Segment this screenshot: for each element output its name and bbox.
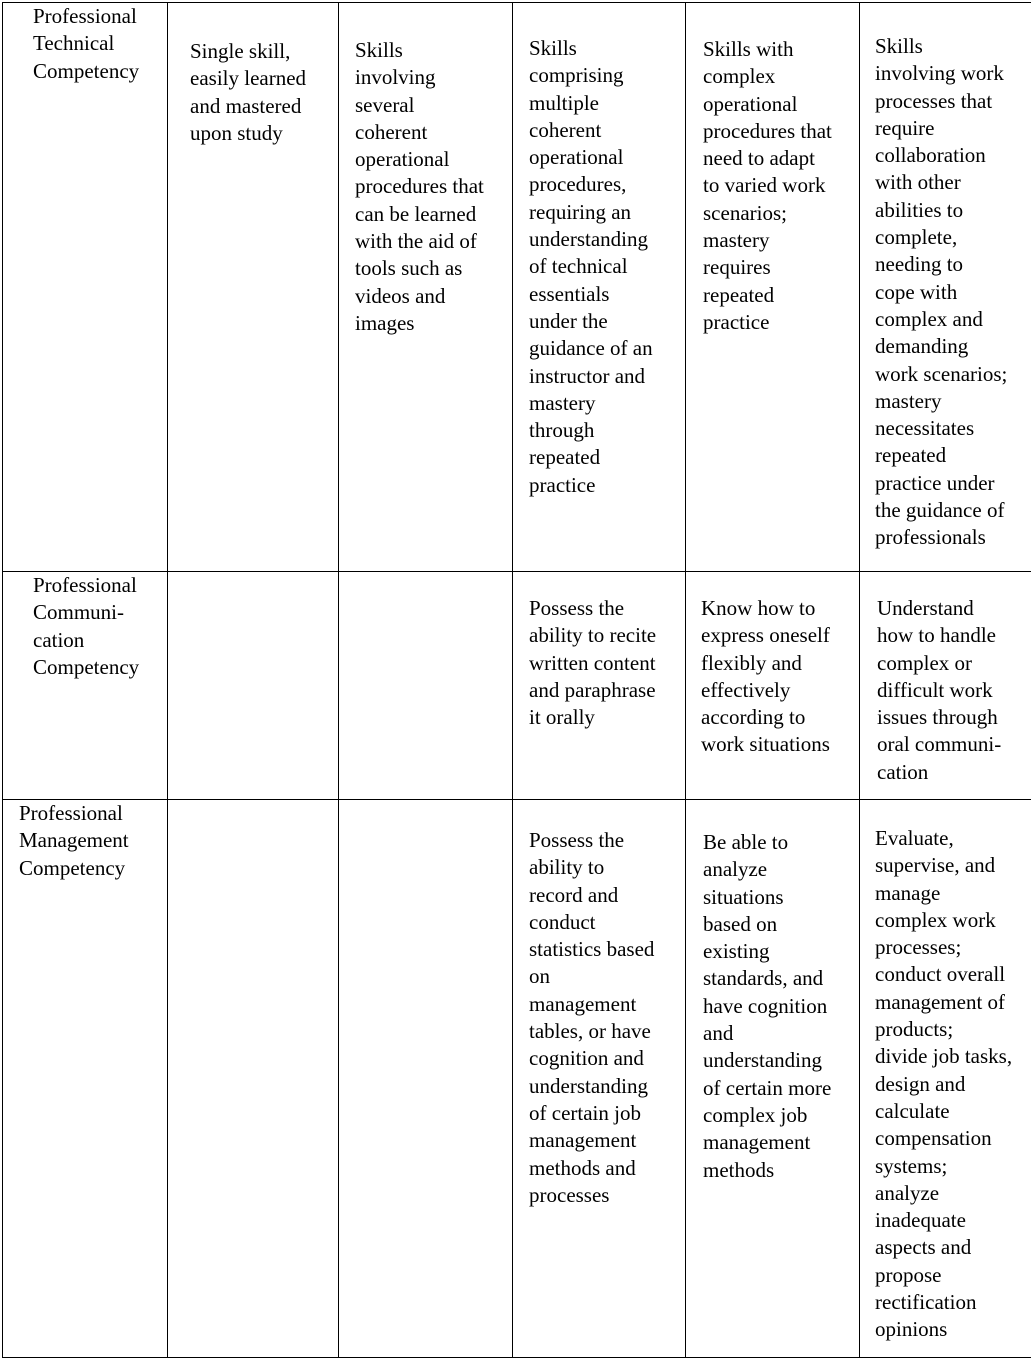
table-cell <box>513 3 686 572</box>
cell-text: Possess the ability to record and conduct statistics based on management tables, or have cognition and understanding of certain job management methods and processes <box>529 828 655 1207</box>
row-label: Professional Management Competency <box>19 801 129 880</box>
competency-table <box>2 2 1031 1358</box>
table-cell <box>860 572 1031 800</box>
cell-text: Skills involving work processes that require collaboration with other abilities to complete, needing to cope with complex and demanding work scenarios; mastery necessitates repeated practice under the guidance of professionals <box>875 34 1008 550</box>
table-cell <box>860 800 1031 1358</box>
table-cell <box>860 3 1031 572</box>
cell-text <box>339 800 512 834</box>
table-cell <box>168 3 339 572</box>
row-header-cell <box>3 3 168 572</box>
cell-text <box>168 572 338 607</box>
table-cell <box>686 3 860 572</box>
cell-text: Possess the ability to recite written content and paraphrase it orally <box>529 596 657 730</box>
table-cell <box>168 572 339 800</box>
table-cell <box>339 572 513 800</box>
table-cell <box>513 572 686 800</box>
row-label: Professional Technical Competency <box>33 4 140 83</box>
cell-text: Understand how to handle complex or difficult work issues through oral communi- cation <box>877 596 1002 784</box>
cell-text <box>339 572 512 606</box>
cell-text: Single skill, easily learned and mastered upon study <box>190 39 307 145</box>
row-header-cell <box>3 572 168 800</box>
cell-text: Skills involving several coherent operational procedures that can be learned with the aid of tools such as videos and images <box>355 38 484 335</box>
row-header-cell <box>3 800 168 1358</box>
cell-text: Evaluate, supervise, and manage complex work processes; conduct overall management of products; divide job tasks, design and calculate compensation systems; analyze inadequate aspects and propose rectification opinions <box>875 826 1013 1342</box>
table-cell <box>686 572 860 800</box>
cell-text: Skills comprising multiple coherent operational procedures, requiring an understanding of technical essentials under the guidance of an instructor and mastery through repeated practice <box>529 36 653 497</box>
table-cell <box>339 800 513 1358</box>
table-cell <box>686 800 860 1358</box>
table-row-technical <box>3 3 1031 572</box>
cell-text: Skills with complex operational procedures that need to adapt to varied work scenarios; mastery requires repeated practice <box>703 37 832 334</box>
table-row-management <box>3 800 1031 1358</box>
cell-text: Know how to express oneself flexibly and effectively according to work situations <box>701 596 830 757</box>
cell-text: Be able to analyze situations based on existing standards, and have cognition and understanding of certain more complex job management methods <box>703 830 832 1182</box>
table-cell <box>513 800 686 1358</box>
table-cell <box>339 3 513 572</box>
cell-text <box>168 800 338 835</box>
table-cell <box>168 800 339 1358</box>
row-label: Professional Communi- cation Competency <box>33 573 140 679</box>
table-row-communication <box>3 572 1031 800</box>
